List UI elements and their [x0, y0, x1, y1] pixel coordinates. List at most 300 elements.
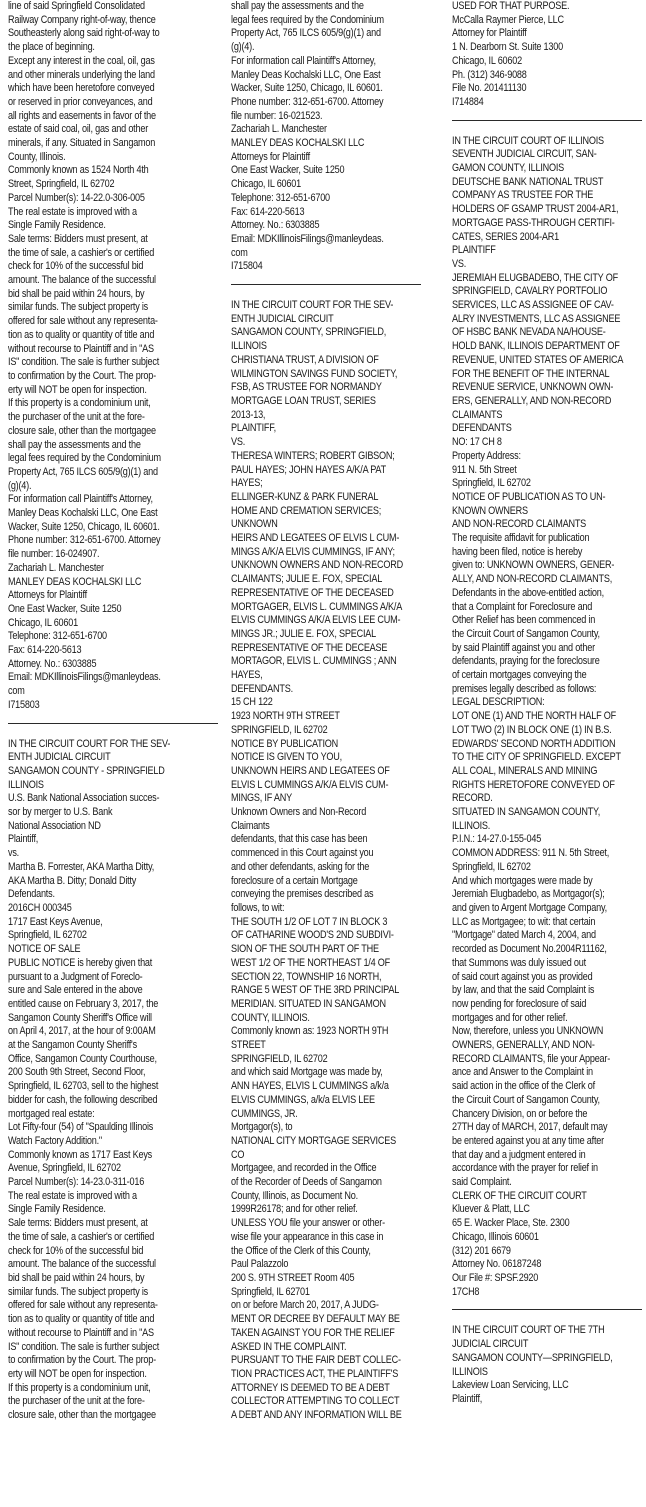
notice-text-line: HAYES, [231, 669, 263, 682]
notice-text-line: One East Wacker, Suite 1250 [231, 164, 345, 177]
notice-text-line: P.I.N.: 14-27.0-155-045 [452, 833, 542, 846]
notice-text-line: UNKNOWN [231, 518, 278, 531]
notice-text-line: follows, to wit: [231, 902, 285, 914]
notice-text-line: bidder for cash, the following described [8, 1093, 158, 1106]
notice-text-line: NOTICE IS GIVEN TO YOU, [231, 751, 342, 764]
notice-text-line: be entered against you at any time after [452, 1134, 604, 1147]
notice-text-line: closure sale, other than the mortgagee [8, 424, 156, 437]
notice-text-line: (g)(4). [8, 479, 32, 492]
notice-text-line: check for 10% of the successful bid [8, 260, 144, 273]
notice-text-line: Springfield, IL 62703, sell to the highest [8, 1080, 159, 1093]
legal-notice [231, 0, 423, 274]
notice-text-line: com [8, 685, 25, 698]
notice-text-line: that Summons was duly issued out [452, 956, 586, 969]
notice-text-line: check for 10% of the successful bid [8, 1244, 144, 1257]
notice-text-line: For information call Plaintiff's Attorney, [8, 493, 153, 506]
notice-text-line: by law, and that the said Complaint is [452, 984, 595, 997]
notice-text-line: "Mortgage" dated March 4, 2004, and [452, 929, 596, 942]
notice-text-line: TAKEN AGAINST YOU FOR THE RELIEF [231, 1326, 395, 1339]
notice-text-line: I715804 [231, 260, 263, 273]
notice-text-line: erty will NOT be open for inspection. [8, 383, 147, 396]
notice-text-line: NOTICE BY PUBLICATION [231, 737, 339, 750]
notice-text-line: Parcel Number(s): 14-22.0-306-005 [8, 191, 145, 204]
notice-text-line: REVENUE, UNITED STATES OF AMERICA [452, 353, 624, 366]
notice-text-line: erty will NOT be open for inspection. [8, 1367, 147, 1380]
column-2 [231, 0, 423, 1507]
notice-text-line: bid shall be paid within 24 hours, by [8, 1271, 145, 1284]
notice-text-line: to confirmation by the Court. The prop- [8, 369, 156, 382]
notice-text-line: LOT TWO (2) IN BLOCK ONE (1) IN B.S. [452, 723, 612, 736]
notice-text-line: LOT ONE (1) AND THE NORTH HALF OF [452, 710, 617, 723]
notice-text-line: GAMON COUNTY, ILLINOIS [452, 162, 565, 175]
notice-text-line: ANN HAYES, ELVIS L CUMMINGS a/k/a [231, 1080, 389, 1093]
notice-text-line: The real estate is improved with a [8, 205, 137, 218]
notice-text-line: CATES, SERIES 2004-AR1 [452, 230, 560, 243]
notice-text-line: COMPANY AS TRUSTEE FOR THE [452, 189, 594, 202]
notice-text-line: Ph. (312) 346-9088 [452, 68, 527, 81]
notice-text-line: LEGAL DESCRIPTION: [452, 696, 545, 709]
notice-text-line: MERIDIAN. SITUATED IN SANGAMON [231, 997, 386, 1010]
notice-text-line: EDWARDS' SECOND NORTH ADDITION [452, 737, 616, 750]
notice-text-line: and other minerals underlying the land [8, 68, 155, 81]
notice-text-line: the time of sale, a cashier's or certified [8, 246, 155, 259]
notice-text-line: NO: 17 CH 8 [452, 436, 502, 449]
legal-notice [452, 0, 642, 110]
notice-text-line: of certain mortgages conveying the [452, 669, 587, 682]
notice-text-line: CLAIMANTS; JULIE E. FOX, SPECIAL [231, 573, 383, 586]
notice-text-line: ELVIS CUMMINGS, a/k/a ELVIS LEE [231, 1093, 375, 1106]
notice-text-line: HOLDERS OF GSAMP TRUST 2004-AR1, [452, 203, 619, 216]
notice-text-line: similar funds. The subject property is [8, 301, 149, 314]
notice-text-line: STREET [231, 1039, 266, 1052]
notice-text-line: ELVIS CUMMINGS A/K/A ELVIS LEE CUM- [231, 614, 401, 627]
notice-text-line: DEUTSCHE BANK NATIONAL TRUST [452, 175, 604, 188]
notice-text-line: Manley Deas Kochalski LLC, One East [231, 68, 381, 81]
notice-text-line: TO THE CITY OF SPRINGFIELD. EXCEPT [452, 751, 621, 764]
column-3 [452, 0, 642, 1507]
notice-text-line: If this property is a condominium unit, [8, 1381, 151, 1394]
notice-text-line: commenced in this Court against you [231, 847, 374, 860]
notice-text-line: ASKED IN THE COMPLAINT. [231, 1340, 347, 1353]
notice-text-line: mortgages and for other relief. [452, 1011, 568, 1024]
notice-text-line: MANLEY DEAS KOCHALSKI LLC [231, 137, 365, 150]
notice-text-line: file number: 16-021523. [231, 109, 323, 122]
notice-text-line: Our File #: SPSF.2920 [452, 1271, 539, 1284]
notice-text-line: offered for sale without any representa- [8, 315, 158, 328]
notice-text-line: without recourse to Plaintiff and in "AS [8, 1326, 154, 1339]
notice-text-line: amount. The balance of the successful [8, 274, 156, 287]
notice-text-line: Wacker, Suite 1250, Chicago, IL 60601. [8, 520, 160, 533]
notice-text-line: NOTICE OF SALE [8, 943, 81, 956]
notice-text-line: CLERK OF THE CIRCUIT COURT [452, 1189, 587, 1202]
notice-text-line: SECTION 22, TOWNSHIP 16 NORTH, [231, 970, 382, 983]
notice-text-line: IN THE CIRCUIT COURT FOR THE SEV- [231, 299, 394, 312]
notice-text-line: 2013-13, [231, 408, 266, 421]
notice-text-line: REPRESENTATIVE OF THE DECEASED [231, 586, 394, 599]
notice-text-line: Springfield, IL 62702 [8, 929, 87, 942]
notice-text-line: Now, therefore, unless you UNKNOWN [452, 1025, 604, 1038]
notice-text-line: PLAINTIFF [452, 244, 496, 257]
notice-text-line: Zachariah L. Manchester [231, 123, 327, 136]
notice-text-line: USED FOR THAT PURPOSE. [452, 0, 570, 12]
notice-text-line: IN THE CIRCUIT COURT FOR THE SEV- [8, 737, 171, 750]
notice-text-line: RANGE 5 WEST OF THE 3RD PRINCIPAL [231, 984, 400, 997]
notice-text-line: SEVENTH JUDICIAL CIRCUIT, SAN- [452, 148, 597, 161]
notice-text-line: ILLINOIS [8, 778, 44, 791]
notice-text-line: COLLECTOR ATTEMPTING TO COLLECT [231, 1395, 400, 1408]
notice-text-line: Email: MDKIllinoisFilings@manleydeas. [231, 232, 384, 245]
notice-text-line: 27TH day of MARCH, 2017, default may [452, 1121, 608, 1134]
notice-text-line: IN THE CIRCUIT COURT OF ILLINOIS [452, 134, 604, 147]
notice-text-line: Southeasterly along said right-of-way to [8, 27, 160, 40]
notice-text-line: FOR THE BENEFIT OF THE INTERNAL [452, 367, 610, 380]
notice-text-line: 200 South 9th Street, Second Floor, [8, 1066, 146, 1079]
notice-text-line: REPRESENTATIVE OF THE DECEASE [231, 641, 388, 654]
notice-text-line: closure sale, other than the mortgagee [8, 1409, 156, 1422]
notice-text-line: 1 N. Dearborn St. Suite 1300 [452, 41, 563, 54]
notice-separator-rule [452, 1309, 642, 1310]
notice-text-line: Lot Fifty-four (54) of "Spaulding Illinois [8, 1121, 154, 1134]
notice-text-line: HEIRS AND LEGATEES OF ELVIS L CUM- [231, 532, 400, 545]
notice-text-line: I715803 [8, 698, 40, 711]
notice-text-line: DEFENDANTS [452, 422, 512, 435]
notice-text-line: sure and Sale entered in the above [8, 984, 143, 997]
notice-text-line: MORTAGOR, ELVIS L. CUMMINGS ; ANN [231, 655, 397, 668]
notice-text-line: Single Family Residence. [8, 219, 106, 232]
notice-text-line: ENTH JUDICIAL CIRCUIT [8, 751, 111, 764]
notice-text-line: legal fees required by the Condominium [231, 13, 384, 26]
notice-text-line: SPRINGFIELD, IL 62702 [231, 1052, 328, 1065]
notice-text-line: One East Wacker, Suite 1250 [8, 602, 122, 615]
notice-text-line: Email: MDKIllinoisFilings@manleydeas. [8, 671, 161, 684]
notice-text-line: JUDICIAL CIRCUIT [452, 1338, 529, 1351]
notice-text-line: Martha B. Forrester, AKA Martha Ditty, [8, 860, 155, 873]
notice-text-line: accordance with the prayer for relief in [452, 1162, 598, 1175]
notice-text-line: bid shall be paid within 24 hours, by [8, 287, 145, 300]
notice-text-line: AND NON-RECORD CLAIMANTS [452, 518, 587, 531]
notice-text-line: Plaintiff, [452, 1392, 483, 1405]
notice-text-line: UNKNOWN HEIRS AND LEGATEES OF [231, 764, 390, 777]
notice-text-line: UNLESS YOU file your answer or other- [231, 1217, 385, 1230]
notice-separator-rule [8, 723, 218, 724]
notice-text-line: Telephone: 312-651-6700 [231, 191, 330, 204]
notice-text-line: Fax: 614-220-5613 [8, 644, 82, 657]
notice-separator-rule [231, 284, 421, 285]
notice-text-line: CHRISTIANA TRUST, A DIVISION OF [231, 353, 379, 366]
notice-text-line: Street, Springfield, IL 62702 [8, 178, 115, 191]
notice-separator-rule [452, 120, 642, 121]
notice-text-line: Claimants [231, 819, 270, 832]
notice-text-line: ALLY, AND NON-RECORD CLAIMANTS, [452, 573, 613, 586]
notice-text-line: VS. [452, 257, 467, 270]
notice-text-line: Zachariah L. Manchester [8, 561, 104, 574]
notice-text-line: Parcel Number(s): 14-23.0-311-016 [8, 1176, 145, 1189]
notice-text-line: tion as to quality or quantity of title and [8, 1313, 155, 1326]
notice-text-line: PAUL HAYES; JOHN HAYES A/K/A PAT [231, 463, 386, 476]
notice-text-line: COMMON ADDRESS: 911 N. 5th Street, [452, 847, 610, 860]
legal-notice [452, 135, 642, 1300]
notice-text-line: all rights and easements in favor of the [8, 109, 156, 122]
notice-text-line: SPRINGFIELD, CAVALRY PORTFOLIO [452, 285, 608, 298]
notice-text-line: of the Recorder of Deeds of Sangamon [231, 1176, 382, 1189]
notice-text-line: OF HSBC BANK NEVADA NA/HOUSE- [452, 326, 606, 339]
notice-text-line: PURSUANT TO THE FAIR DEBT COLLEC- [231, 1354, 401, 1367]
notice-text-line: 2016CH 000345 [8, 902, 72, 914]
notice-text-line: Springfield, IL 62702 [452, 860, 531, 873]
notice-text-line: SPRINGFIELD, IL 62702 [231, 723, 328, 736]
notice-text-line: defendants, praying for the foreclosure [452, 655, 600, 668]
notice-text-line: Defendants in the above-entitled action, [452, 586, 604, 599]
notice-text-line: ELLINGER-KUNZ & PARK FUNERAL [231, 490, 379, 503]
notice-text-line: WEST 1/2 OF THE NORTHEAST 1/4 OF [231, 956, 391, 969]
notice-text-line: SANGAMON COUNTY—SPRINGFIELD, [452, 1351, 613, 1364]
notice-text-line: NATIONAL CITY MORTGAGE SERVICES [231, 1134, 396, 1147]
notice-text-line: similar funds. The subject property is [8, 1285, 149, 1298]
notice-text-line: MINGS, IF ANY [231, 792, 292, 805]
notice-text-line: Attorney. No.: 6303885 [231, 219, 320, 232]
notice-text-line: or reserved in prior conveyances, and [8, 95, 153, 108]
notice-text-line: Commonly known as 1717 East Keys [8, 1148, 153, 1161]
notice-text-line: U.S. Bank National Association succes- [8, 792, 160, 805]
notice-text-line: Single Family Residence. [8, 1203, 106, 1216]
notice-text-line: ENTH JUDICIAL CIRCUIT [231, 312, 334, 325]
notice-text-line: CLAIMANTS [452, 408, 503, 421]
notice-text-line: WILMINGTON SAVINGS FUND SOCIETY, [231, 367, 398, 380]
notice-text-line: Except any interest in the coal, oil, gas [8, 54, 155, 67]
notice-text-line: Defendants. [8, 888, 55, 901]
notice-text-line: Sangamon County Sheriff's Office will [8, 1011, 152, 1024]
notice-text-line: conveying the premises described as [231, 888, 374, 901]
notice-text-line: entitled cause on February 3, 2017, the [8, 997, 159, 1010]
notice-text-line: Chicago, IL 60602 [452, 54, 522, 67]
notice-text-line: Watch Factory Addition." [8, 1134, 102, 1147]
notice-text-line: For information call Plaintiff's Attorney, [231, 54, 376, 67]
notice-text-line: Attorneys for Plaintiff [8, 589, 87, 602]
notice-text-line: ILLINOIS [452, 1365, 488, 1378]
notice-text-line: Phone number: 312-651-6700. Attorney [231, 95, 384, 108]
notice-text-line: Telephone: 312-651-6700 [8, 630, 107, 643]
notice-text-line: the place of beginning. [8, 41, 95, 54]
notice-text-line: by said Plaintiff against you and other [452, 641, 595, 654]
notice-text-line: on or before March 20, 2017, A JUDG- [231, 1299, 379, 1312]
legal-notice [231, 299, 423, 1423]
notice-text-line: the Circuit Court of Sangamon County, [452, 1093, 600, 1106]
notice-text-line: ERS, GENERALLY, AND NON-RECORD [452, 394, 612, 407]
notice-text-line: estate of said coal, oil, gas and other [8, 123, 149, 136]
notice-text-line: SITUATED IN SANGAMON COUNTY, [452, 806, 601, 819]
notice-text-line: Springfield, IL 62702 [452, 477, 531, 490]
notice-text-line: CO [231, 1148, 245, 1161]
notice-text-line: (g)(4). [231, 41, 255, 54]
notice-text-line: Office, Sangamon County Courthouse, [8, 1052, 157, 1065]
notice-text-line: KNOWN OWNERS [452, 504, 528, 517]
notice-text-line: Fax: 614-220-5613 [231, 205, 305, 218]
notice-text-line: MENT OR DECREE BY DEFAULT MAY BE [231, 1313, 400, 1326]
notice-text-line: MINGS A/K/A ELVIS CUMMINGS, IF ANY; [231, 545, 395, 558]
notice-text-line: 200 S. 9TH STREET Room 405 [231, 1271, 355, 1284]
notice-text-line: Attorney for Plaintiff [452, 27, 527, 40]
notice-text-line: Jeremiah Elugbadebo, as Mortgagor(s); [452, 888, 605, 901]
notice-text-line: REVENUE SERVICE, UNKNOWN OWN- [452, 381, 614, 394]
notice-text-line: Mortgagee, and recorded in the Office [231, 1162, 377, 1175]
notice-text-line: file number: 16-024907. [8, 548, 100, 561]
notice-text-line: legal fees required by the Condominium [8, 452, 161, 465]
notice-text-line: ILLINOIS [231, 340, 267, 353]
notice-text-line: Wacker, Suite 1250, Chicago, IL 60601. [231, 82, 383, 95]
notice-text-line: at the Sangamon County Sheriff's [8, 1039, 137, 1052]
notice-text-line: HOME AND CREMATION SERVICES; [231, 504, 382, 517]
notice-text-line: UNKNOWN OWNERS AND NON-RECORD [231, 559, 403, 572]
notice-text-line: ALL COAL, MINERALS AND MINING [452, 764, 598, 777]
notice-text-line: IS" condition. The sale is further subject [8, 356, 160, 369]
notice-text-line: SERVICES, LLC AS ASSIGNEE OF CAV- [452, 299, 614, 312]
notice-text-line: FSB, AS TRUSTEE FOR NORMANDY [231, 381, 382, 394]
notice-text-line: Commonly known as 1524 North 4th [8, 164, 149, 177]
notice-text-line: 1923 NORTH 9TH STREET [231, 710, 340, 723]
notice-text-line: to confirmation by the Court. The prop- [8, 1354, 156, 1367]
notice-text-line: given to: UNKNOWN OWNERS, GENER- [452, 559, 615, 572]
column-1 [8, 0, 218, 1507]
notice-text-line: MORTGAGE PASS-THROUGH CERTIFI- [452, 216, 615, 229]
notice-text-line: MORTGAGE LOAN TRUST, SERIES [231, 394, 376, 407]
notice-text-line: Plaintiff, [8, 833, 39, 846]
notice-text-line: defendants, that this case has been [231, 833, 368, 846]
notice-text-line: vs. [8, 847, 20, 860]
notice-text-line: on April 4, 2017, at the hour of 9:00AM [8, 1025, 156, 1038]
notice-text-line: LLC as Mortgagee; to wit: that certain [452, 915, 596, 928]
notice-text-line: said action in the office of the Clerk of [452, 1080, 595, 1093]
notice-text-line: 1999R26178; and for other relief. [231, 1203, 358, 1216]
notice-text-line: Property Address: [452, 449, 521, 462]
notice-text-line: The requisite affidavit for publication [452, 532, 590, 545]
notice-text-line: NOTICE OF PUBLICATION AS TO UN- [452, 490, 606, 503]
notice-text-line: Property Act, 765 ILCS 605/9(g)(1) and [231, 27, 381, 40]
notice-text-line: RECORD. [452, 792, 493, 805]
notice-text-line: Commonly known as: 1923 NORTH 9TH [231, 1025, 389, 1038]
notice-text-line: having been filed, notice is hereby [452, 545, 583, 558]
notice-text-line: Railway Company right-of-way, thence [8, 13, 156, 26]
notice-text-line: com [231, 246, 248, 259]
notice-text-line: Phone number: 312-651-6700. Attorney [8, 534, 161, 547]
notice-text-line: offered for sale without any representa- [8, 1299, 158, 1312]
notice-text-line: tion as to quality or quantity of title and [8, 328, 155, 341]
notice-text-line: ALRY INVESTMENTS, LLC AS ASSIGNEE [452, 312, 621, 325]
notice-text-line: County, Illinois. [8, 150, 66, 163]
notice-text-line: and other defendants, asking for the [231, 860, 370, 873]
notice-text-line: File No. 201411130 [452, 82, 527, 95]
notice-text-line: Kluever & Platt, LLC [452, 1203, 530, 1216]
notice-text-line: premises legally described as follows: [452, 682, 597, 695]
notice-text-line: THERESA WINTERS; ROBERT GIBSON; [231, 449, 395, 462]
notice-text-line: the purchaser of the unit at the fore- [8, 411, 145, 424]
notice-text-line: line of said Springfield Consolidated [8, 0, 145, 12]
notice-text-line: Sale terms: Bidders must present, at [8, 232, 148, 245]
notice-text-line: OF CATHARINE WOOD'S 2ND SUBDIVI- [231, 929, 394, 942]
notice-text-line: ance and Answer to the Complaint in [452, 1066, 593, 1079]
notice-text-line: that a Complaint for Foreclosure and [452, 600, 593, 613]
notice-text-line: foreclosure of a certain Mortgage [231, 874, 358, 887]
legal-notice [452, 1324, 642, 1406]
notice-text-line: Avenue, Springfield, IL 62702 [8, 1162, 121, 1175]
notice-text-line: Attorney No. 06187248 [452, 1258, 542, 1271]
notice-text-line: Mortgagor(s), to [231, 1121, 293, 1134]
notice-text-line: said Complaint. [452, 1176, 512, 1189]
notice-text-line: County, Illinois, as Document No. [231, 1189, 358, 1202]
notice-text-line: CUMMINGS, JR. [231, 1107, 298, 1120]
notice-text-line: VS. [231, 436, 246, 449]
notice-text-line: amount. The balance of the successful [8, 1258, 156, 1271]
legal-notice [8, 0, 218, 713]
notice-text-line: TION PRACTICES ACT, THE PLAINTIFF'S [231, 1367, 399, 1380]
notice-text-line: 911 N. 5th Street [452, 463, 517, 476]
notice-text-line: pursuant to a Judgment of Foreclo- [8, 970, 143, 983]
notice-text-line: wise file your appearance in this case in [231, 1230, 384, 1243]
legal-notice [8, 738, 218, 1423]
notice-text-line: HAYES; [231, 477, 263, 490]
notice-text-line: The real estate is improved with a [8, 1189, 137, 1202]
notice-text-line: and given to Argent Mortgage Company, [452, 902, 607, 914]
notice-text-line: recorded as Document No.2004R11162, [452, 943, 607, 956]
notice-text-line: ATTORNEY IS DEEMED TO BE A DEBT [231, 1381, 390, 1394]
notice-text-line: Lakeview Loan Servicing, LLC [452, 1379, 569, 1392]
notice-text-line: Springfield, IL 62701 [231, 1285, 310, 1298]
notice-text-line: 15 CH 122 [231, 696, 273, 709]
notice-text-line: HOLD BANK, ILLINOIS DEPARTMENT OF [452, 340, 620, 353]
notice-text-line: of said court against you as provided [452, 970, 593, 983]
notice-text-line: SION OF THE SOUTH PART OF THE [231, 943, 379, 956]
notice-text-line: mortgaged real estate: [8, 1107, 95, 1120]
notice-text-line: Unknown Owners and Non-Record [231, 806, 367, 819]
notice-text-line: 17CH8 [452, 1285, 480, 1298]
notice-text-line: ELVIS L CUMMINGS A/K/A ELVIS CUM- [231, 778, 389, 791]
notice-text-line: McCalla Raymer Pierce, LLC [452, 13, 564, 26]
notice-text-line: AKA Martha B. Ditty; Donald Ditty [8, 874, 137, 887]
notice-text-line: MORTGAGER, ELVIS L. CUMMINGS A/K/A [231, 600, 403, 613]
notice-text-line: the time of sale, a cashier's or certified [8, 1230, 155, 1243]
notice-text-line: the purchaser of the unit at the fore- [8, 1395, 145, 1408]
notice-text-line: MINGS JR.; JULIE E. FOX, SPECIAL [231, 627, 377, 640]
notice-text-line: National Association ND [8, 819, 101, 832]
notice-text-line: Other Relief has been commenced in [452, 614, 596, 627]
notice-text-line: PUBLIC NOTICE is hereby given that [8, 956, 153, 969]
notice-text-line: OWNERS, GENERALLY, AND NON- [452, 1039, 595, 1052]
notice-text-line: 1717 East Keys Avenue, [8, 915, 103, 928]
notice-text-line: And which mortgages were made by [452, 874, 593, 887]
notice-text-line: ILLINOIS. [452, 819, 491, 832]
notice-text-line: SANGAMON COUNTY, SPRINGFIELD, [231, 326, 387, 339]
notice-text-line: Chicago, Illinois 60601 [452, 1230, 539, 1243]
notice-text-line: IS" condition. The sale is further subject [8, 1340, 160, 1353]
notice-text-line: DEFENDANTS. [231, 682, 293, 695]
notice-text-line: MANLEY DEAS KOCHALSKI LLC [8, 575, 142, 588]
notice-text-line: Chancery Division, on or before the [452, 1107, 588, 1120]
notice-text-line: I714884 [452, 95, 484, 108]
notice-text-line: that day and a judgment entered in [452, 1148, 586, 1161]
notice-text-line: Property Act, 765 ILCS 605/9(g)(1) and [8, 465, 158, 478]
notice-text-line: PLAINTIFF, [231, 422, 276, 435]
notice-text-line: the Circuit Court of Sangamon County, [452, 627, 600, 640]
notice-text-line: and which said Mortgage was made by, [231, 1066, 383, 1079]
notice-text-line: A DEBT AND ANY INFORMATION WILL BE [231, 1409, 402, 1422]
notice-text-line: Attorney. No.: 6303885 [8, 657, 97, 670]
notice-text-line: RECORD CLAIMANTS, file your Appear- [452, 1052, 611, 1065]
notice-text-line: Attorneys for Plaintiff [231, 150, 310, 163]
notice-text-line: which have been heretofore conveyed [8, 82, 155, 95]
notice-text-line: THE SOUTH 1/2 OF LOT 7 IN BLOCK 3 [231, 915, 388, 928]
notice-text-line: Sale terms: Bidders must present, at [8, 1217, 148, 1230]
notice-text-line: Chicago, IL 60601 [8, 616, 78, 629]
notice-text-line: IN THE CIRCUIT COURT OF THE 7TH [452, 1324, 605, 1337]
